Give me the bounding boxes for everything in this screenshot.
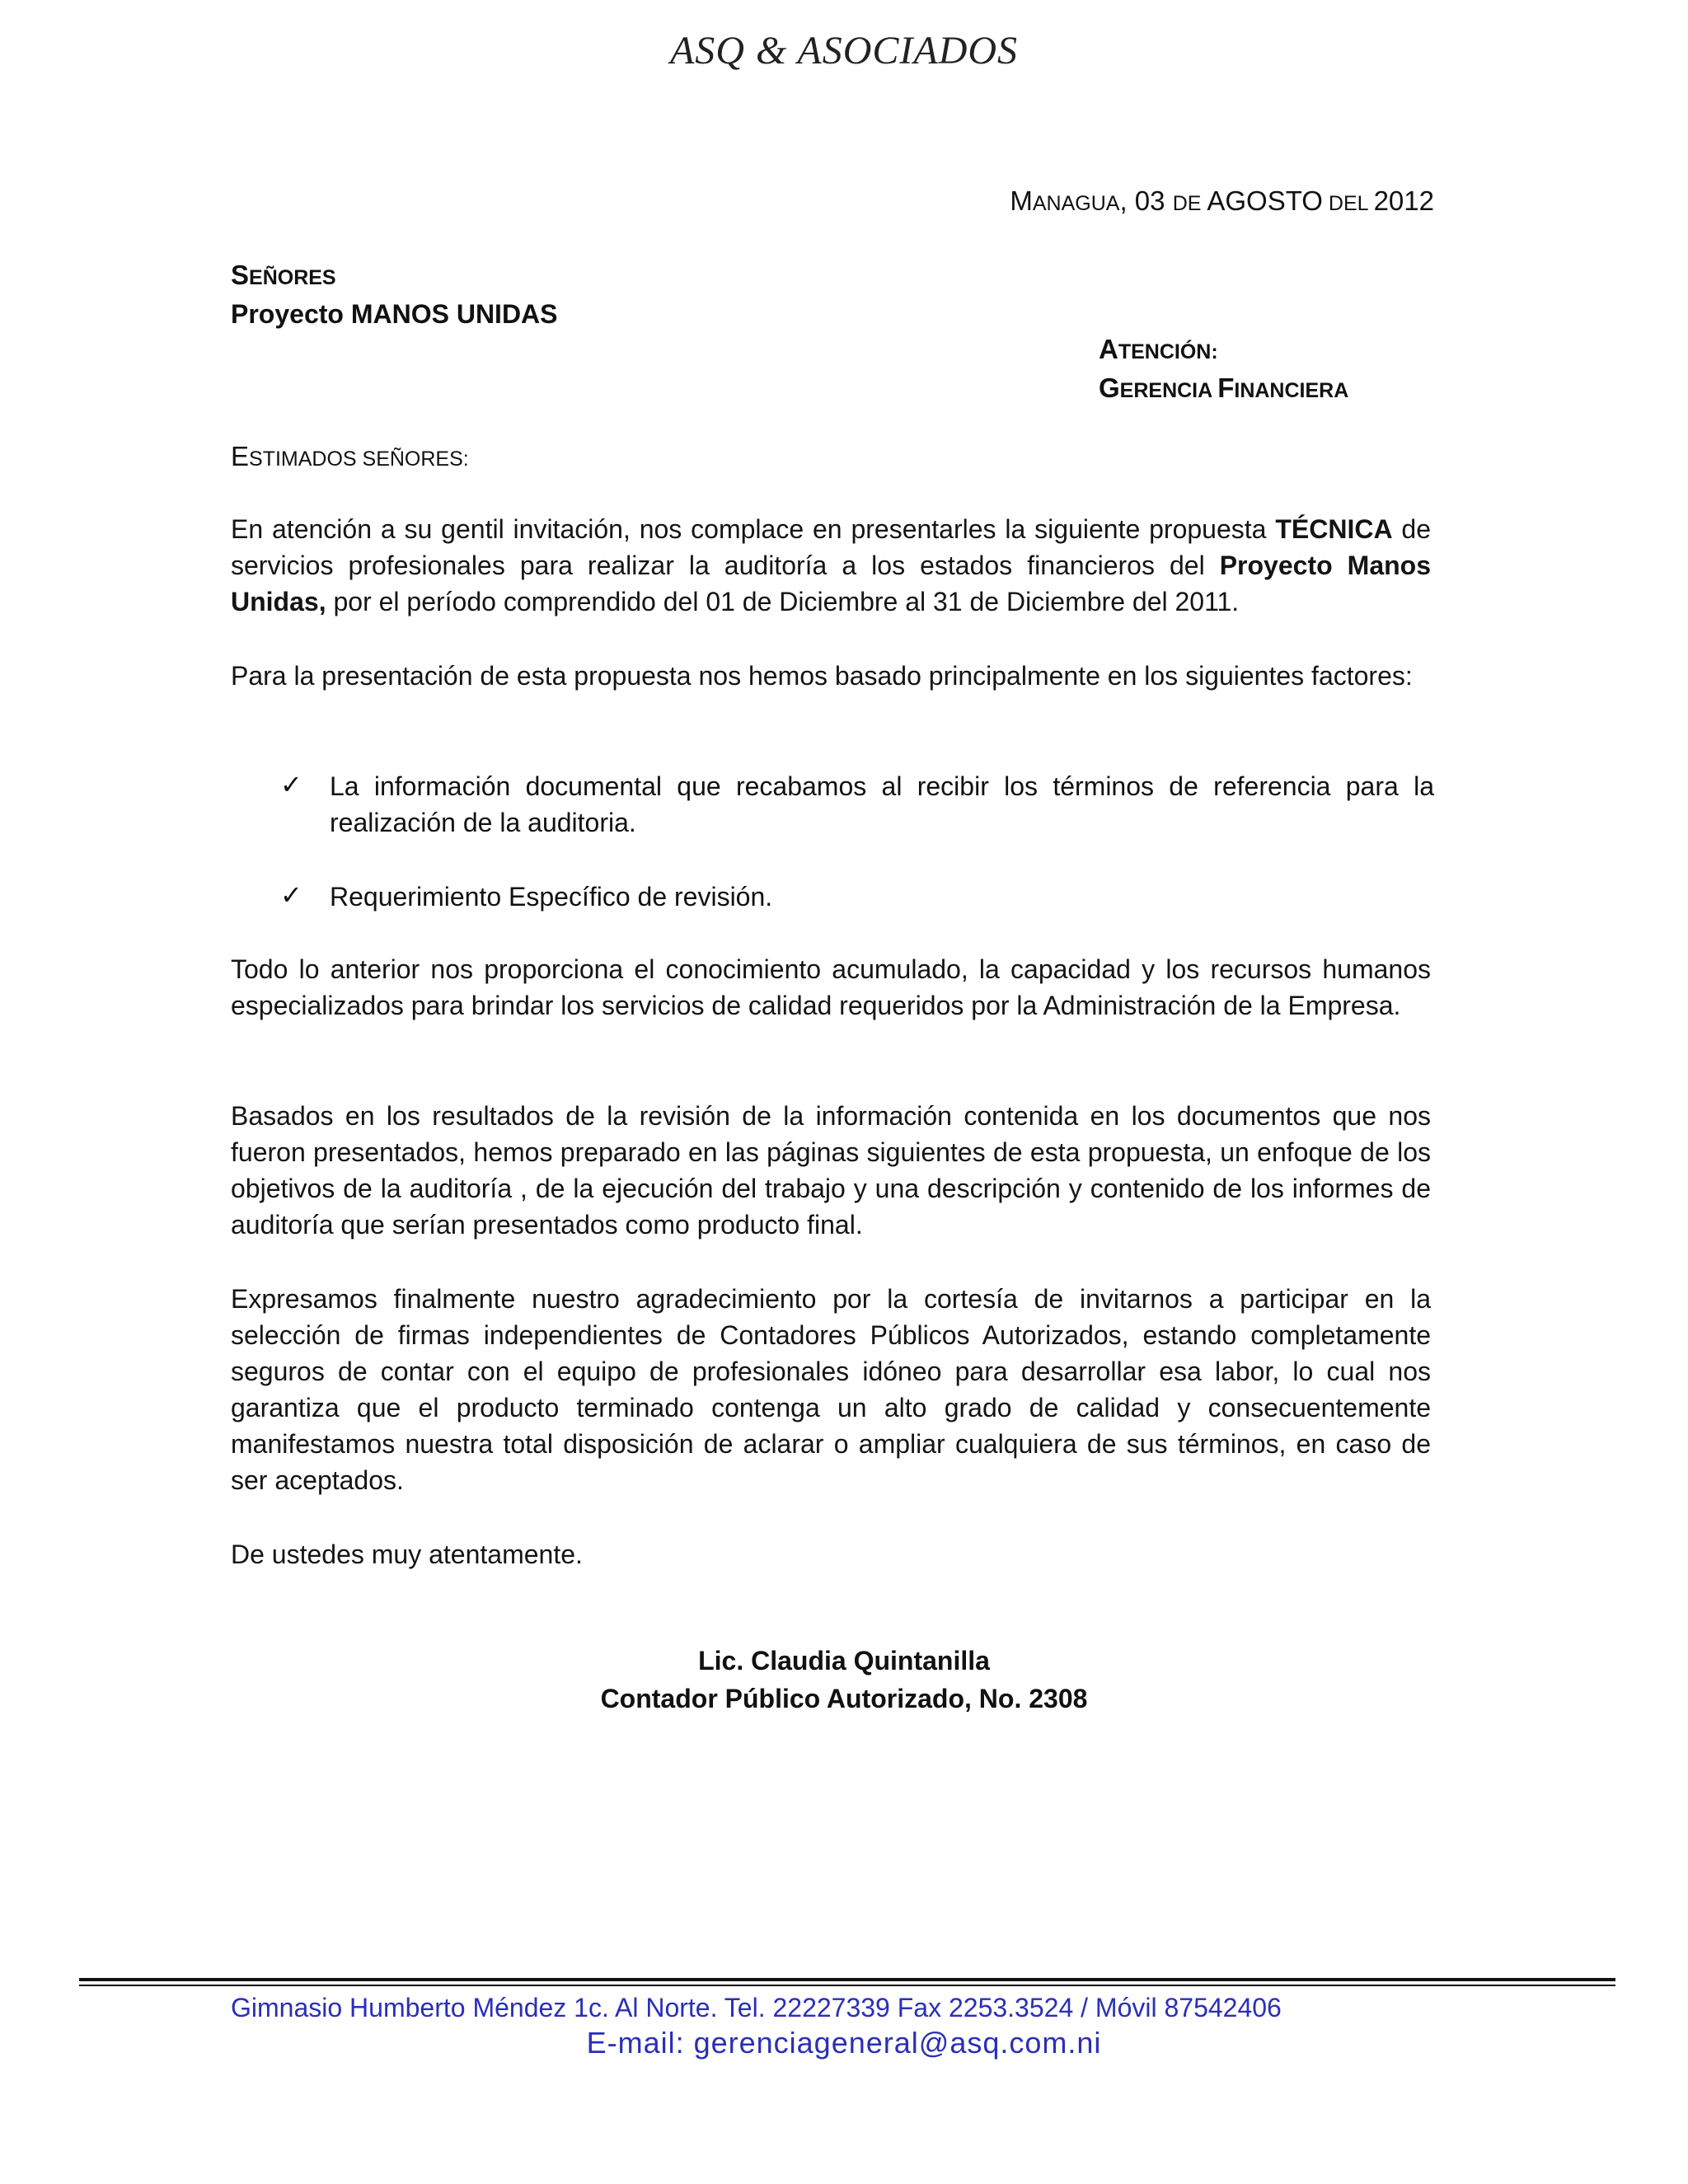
- attention-department: [1099, 370, 1445, 409]
- signature-block: [0, 1642, 1688, 1718]
- attention-dept-rest2: INANCIERA: [1234, 379, 1349, 402]
- checklist-item: [280, 879, 1434, 915]
- paragraph-thanks: [231, 1281, 1431, 1498]
- intro-text-a: En atención a su gentil invitación, nos complace en presentarles la siguiente propuesta: [231, 514, 1276, 544]
- date-line: [907, 183, 1434, 222]
- footer-address: Gimnasio Humberto Méndez 1c. Al Norte. Tel. 22227339 Fax 2253.3524 / Móvil 87542406: [231, 1993, 1282, 2022]
- checklist-item-text: Requerimiento Específico de revisión.: [330, 882, 773, 912]
- paragraph-factors: [231, 658, 1431, 694]
- checkmark-icon: ✓: [280, 880, 302, 910]
- footer-divider-thin: [79, 1985, 1615, 1986]
- paragraph-capacity: [231, 951, 1431, 1024]
- signature-title: Contador Público Autorizado, No. 2308: [600, 1684, 1088, 1713]
- date-city-cap: M: [1010, 185, 1033, 216]
- date-del: DEL: [1322, 192, 1374, 215]
- factors-text: Para la presentación de esta propuesta nos hemos basado principalmente en los siguientes factores:: [231, 661, 1413, 691]
- date-day: , 03: [1119, 185, 1173, 216]
- attention-label-cap: A: [1099, 334, 1118, 364]
- intro-text-c: de servicios profesionales para realizar la auditoría a los estados financieros del: [231, 514, 1432, 580]
- footer-email: E-mail: gerenciageneral@asq.com.ni: [586, 2026, 1102, 2060]
- thanks-text: Expresamos finalmente nuestro agradecimiento por la cortesía de invitarnos a participar en la selección de firmas independientes de Contadores Públicos Autorizados, estando completamente seguros de contar con el equipo de profesionales idóneo para desarrollar esa labor, lo cual nos garantiza que el producto terminado contenga un alto grado de calidad y consecuentemente manifestamos nuestra total disposición de aclarar o ampliar cualquiera de sus términos, en caso de ser aceptados.: [231, 1284, 1431, 1495]
- checklist-item: [280, 768, 1434, 841]
- date-year: 2012: [1373, 185, 1434, 216]
- recipient-name: Proyecto MANOS UNIDAS: [231, 299, 558, 329]
- results-text: Basados en los resultados de la revisión de la información contenida en los documentos que nos fueron presentados, hemos preparado en las páginas siguientes de esta propuesta, un enfoque de los objetivos de la auditoría , de la ejecución del trabajo y una descripción y contenido de los informes de auditoría que serían presentados como producto final.: [231, 1101, 1431, 1240]
- greeting: [231, 438, 469, 477]
- attention-dept-cap1: G: [1099, 373, 1120, 403]
- checkmark-icon: ✓: [280, 770, 302, 799]
- intro-text-e: por el período comprendido del 01 de Diciembre al 31 de Diciembre del 2011.: [326, 587, 1240, 616]
- signature-name: Lic. Claudia Quintanilla: [698, 1646, 990, 1675]
- attention-dept-rest1: ERENCIA: [1119, 379, 1218, 402]
- capacity-text: Todo lo anterior nos proporciona el conocimiento acumulado, la capacidad y los recursos humanos especializados para brindar los servicios de calidad requeridos por la Administración de la Empresa.: [231, 954, 1431, 1020]
- recipient-salutation-rest: EÑORES: [249, 266, 336, 289]
- intro-text-project: Proyecto Manos Unidas,: [231, 551, 1432, 616]
- recipient-salutation-cap: S: [231, 260, 250, 290]
- date-city-rest: ANAGUA: [1032, 192, 1120, 215]
- recipient-block: [231, 257, 973, 332]
- attention-label-rest: TENCIÓN:: [1118, 340, 1218, 363]
- closing-text: De ustedes muy atentamente.: [231, 1540, 583, 1569]
- attention-dept-cap2: F: [1217, 373, 1235, 403]
- paragraph-results: [231, 1098, 1431, 1243]
- checklist-item-text: La información documental que recabamos al recibir los términos de referencia para la realización de la auditoria.: [330, 771, 1434, 837]
- attention-block: [1099, 331, 1445, 409]
- closing-line: [231, 1536, 1431, 1572]
- firm-name-header: ASQ & ASOCIADOS: [669, 29, 1019, 73]
- attention-label: [1099, 331, 1445, 370]
- intro-text-tecnica: TÉCNICA: [1275, 514, 1393, 544]
- footer-divider-thick: [79, 1978, 1615, 1981]
- date-month: AGOSTO: [1207, 185, 1323, 216]
- date-de: DE: [1172, 192, 1207, 215]
- recipient-salutation: [231, 257, 973, 296]
- paragraph-intro: [231, 511, 1431, 620]
- greeting-cap: E: [231, 441, 250, 471]
- greeting-rest: STIMADOS SEÑORES:: [249, 448, 469, 471]
